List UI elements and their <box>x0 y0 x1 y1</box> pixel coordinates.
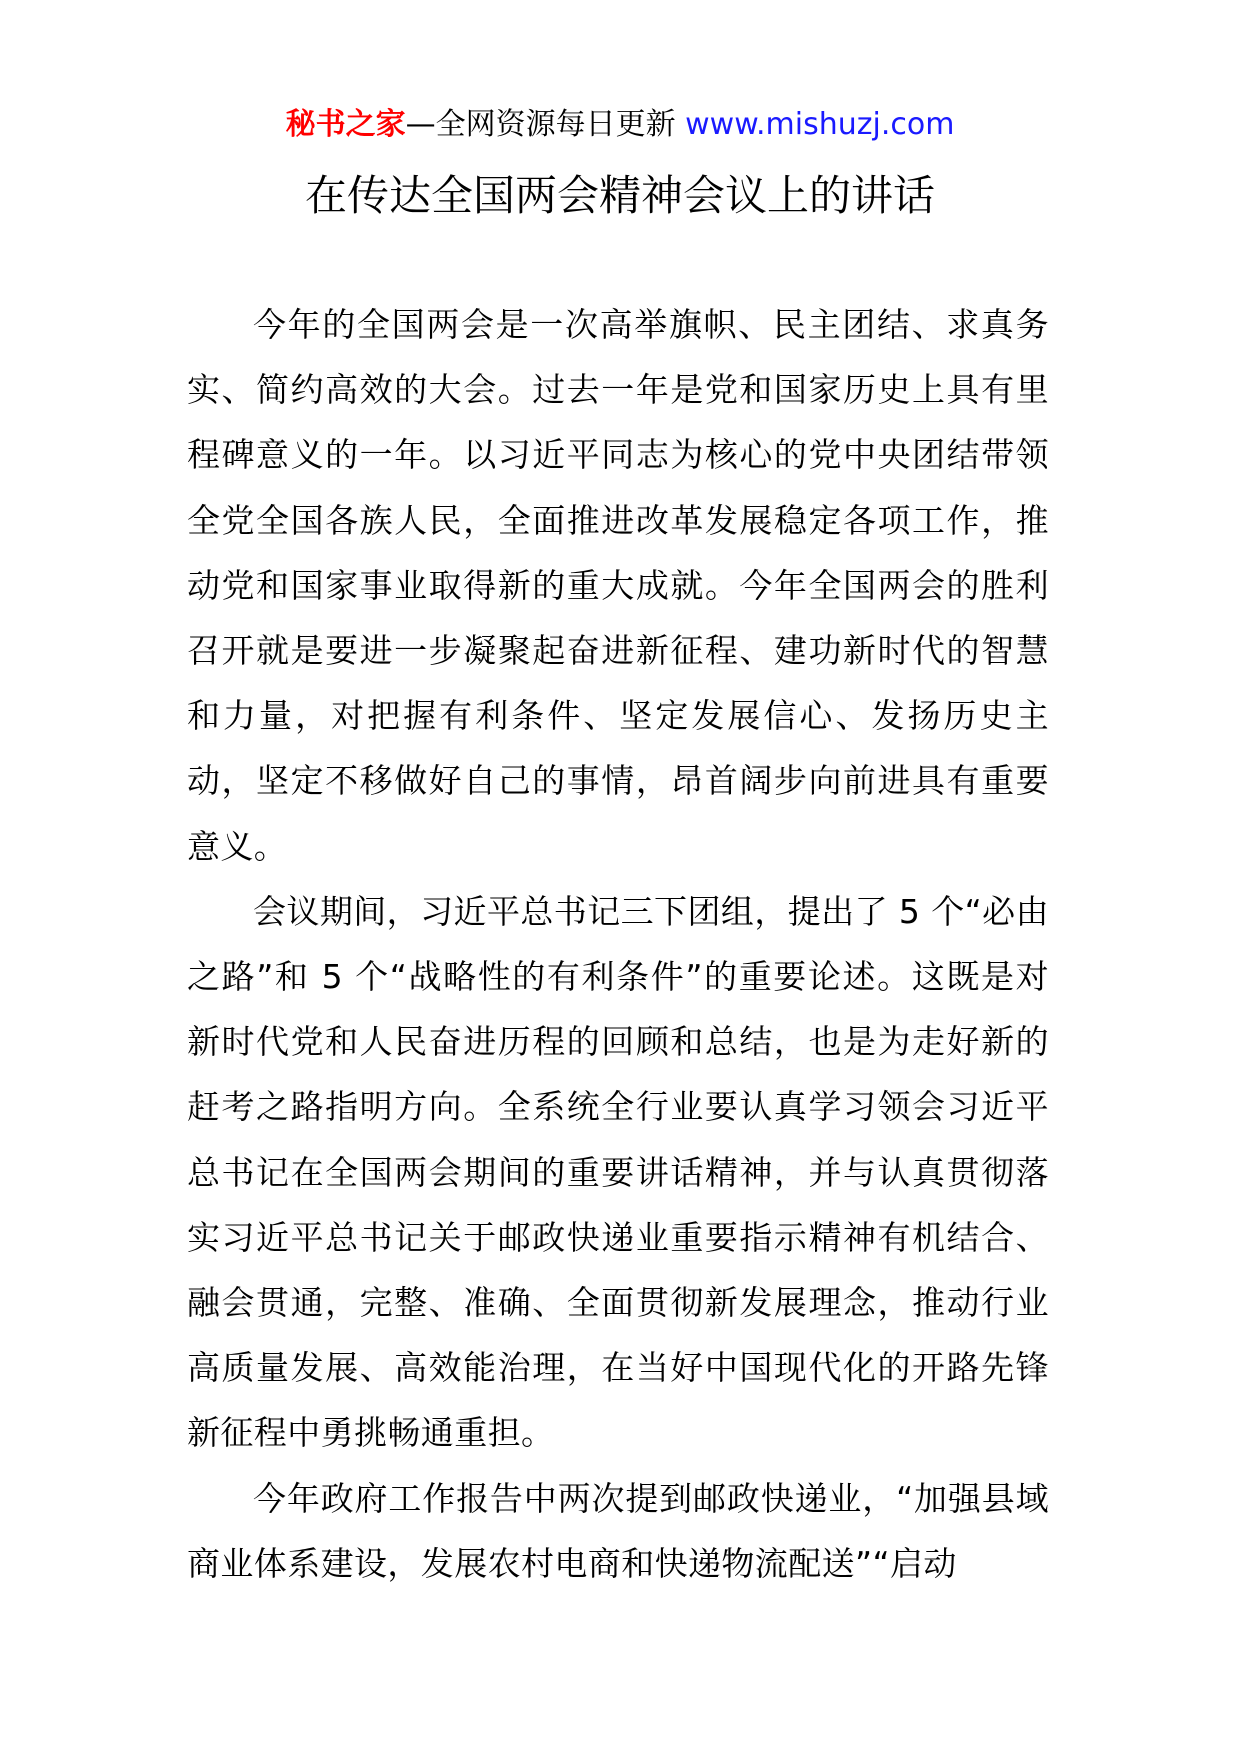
body-paragraph-3: 今年政府工作报告中两次提到邮政快递业，“加强县域商业体系建设，发展农村电商和快递物流配送”“启动 <box>187 1478 1049 1583</box>
site-header <box>0 103 1240 147</box>
site-slogan: —全网资源每日更新 <box>405 107 676 142</box>
body-paragraph-2: 会议期间，习近平总书记三下团组，提出了 5 个“必由之路”和 5 个“战略性的有利条件”的重要论述。这既是对新时代党和人民奋进历程的回顾和总结，也是为走好新的赶考之路指明方向。全系统全行业要认真学习领会习近平总书记在全国两会期间的重要讲话精神，并与认真贯彻落实习近平总书记关于邮政快递业重要指示精神有机结合、融会贯通，完整、准确、全面贯彻新发展理念，推动行业高质量发展、高效能治理，在当好中国现代化的开路先锋新征程中勇挑畅通重担。 <box>187 891 1049 1453</box>
site-brand: 秘书之家 <box>285 107 406 142</box>
site-url-link[interactable]: www.mishuzj.com <box>685 107 955 142</box>
body-paragraph-1: 今年的全国两会是一次高举旗帜、民主团结、求真务实、简约高效的大会。过去一年是党和国家历史上具有里程碑意义的一年。以习近平同志为核心的党中央团结带领全党全国各族人民，全面推进改革发展稳定各项工作，推动党和国家事业取得新的重大成就。今年全国两会的胜利召开就是要进一步凝聚起奋进新征程、建功新时代的智慧和力量，对把握有利条件、坚定发展信心、发扬历史主动，坚定不移做好自己的事情，昂首阔步向前进具有重要意义。 <box>187 305 1049 866</box>
document-title: 在传达全国两会精神会议上的讲话 <box>304 171 935 220</box>
document-body <box>187 292 1049 1596</box>
